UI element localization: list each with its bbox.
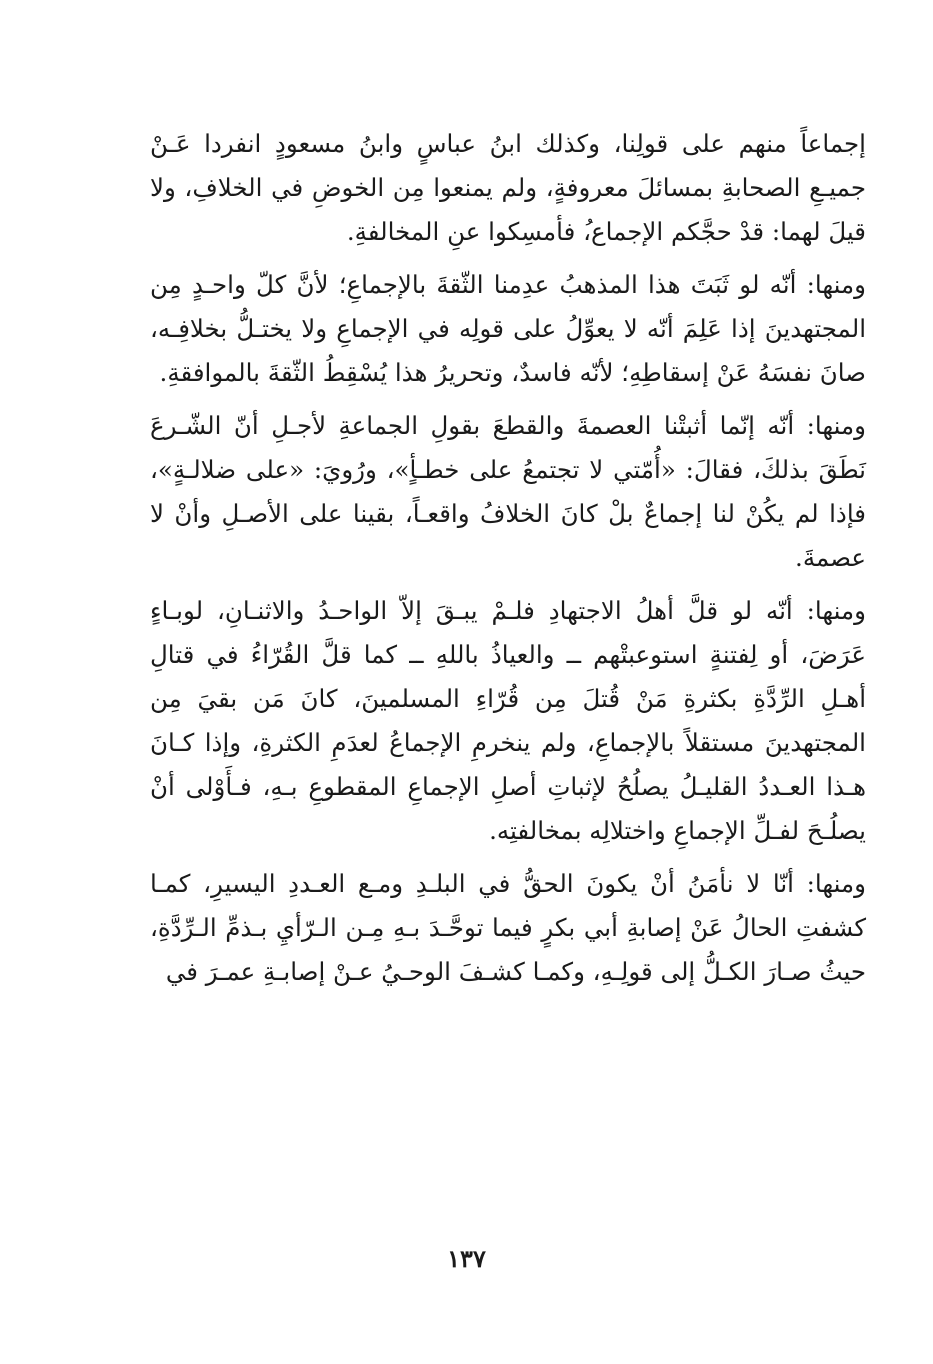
paragraph-4: ومنها: أنّه لو قلَّ أهلُ الاجتهادِ فلـمْ يبـقَ إلاّ الواحـدُ والاثنـانِ، لوبـاءٍ عَرَضَ، أو لِفتنةٍ استوعبتْهم ــ والعياذُ باللهِ ــ كما قلَّ القُرّاءُ في قتالِ أهـلِ الرِّدَّةِ بكثرةِ مَنْ قُتلَ مِن قُرّاءِ المسلمينَ، كانَ مَن بقيَ مِن المجتهدينَ مستقلاً بالإجماعِ، ولم ينخرمِ الإجماعُ لعدَمِ الكثرةِ، وإذا كـانَ هـذا العـددُ القليـلُ يصلُحُ لإثباتِ أصلِ الإجماعِ المقطوعِ بـهِ، فـأَوْلى أنْ يصلُـحَ لفـلِّ الإجماعِ واختلالِه بمخالفتِه. — [150, 596, 866, 845]
paragraph-3: ومنها: أنّه إنّما أثبتْنا العصمةَ والقطعَ بقولِ الجماعةِ لأجـلِ أنّ الشّـرعَ نَطَقَ بذلكَ، فقالَ: «أُمّتي لا تجتمعُ على خطـأٍ»، ورُويَ: «على ضلالـةٍ»، فإذا لم يكُنْ لنا إجماعٌ بلْ كانَ الخلافُ واقعـاً، بقينا على الأصـلِ وأنْ لا عصمةَ. — [150, 411, 866, 572]
body-text — [150, 122, 866, 994]
paragraph-2: ومنها: أنّه لو ثَبَتَ هذا المذهبُ عدِمنا الثّقةَ بالإجماعِ؛ لأنَّ كلّ واحـدٍ مِن المجتهدينَ إذا عَلِمَ أنّه لا يعوِّلُ على قولِه في الإجماعِ ولا يختـلُّ بخلافِـه، صانَ نفسَهُ عَنْ إسقاطِهِ؛ لأنّه فاسدٌ، وتحريرُ هذا يُسْقِطُ الثّقةَ بالموافقةِ. — [150, 270, 866, 387]
paragraph-1: إجماعاً منهم على قولِنا، وكذلك ابنُ عباسٍ وابنُ مسعودٍ انفردا عَـنْ جميـعِ الصحابةِ بمسائلَ معروفةٍ، ولم يمنعوا مِن الخوضِ في الخلافِ، ولا قيلَ لهما: قدْ حجَّكم الإجماع،ُ فأمسِكوا عنِ المخالفةِ. — [150, 129, 866, 246]
paragraph-5: ومنها: أنّا لا نأمَنُ أنْ يكونَ الحقُّ في البلـدِ ومـع العـددِ اليسيرِ، كمـا كشفتِ الحالُ عَنْ إصابةِ أبي بكرٍ فيما توحَّـدَ بـهِ مِـن الـرّأيِ بـذمِّ الـرِّدَّةِ، حيثُ صـارَ الكـلُّ إلى قولِـهِ، وكمـا كشـفَ الوحـيُ عـنْ إصابـةِ عمـرَ في — [150, 869, 866, 986]
page-number: ١٣٧ — [447, 1244, 486, 1273]
